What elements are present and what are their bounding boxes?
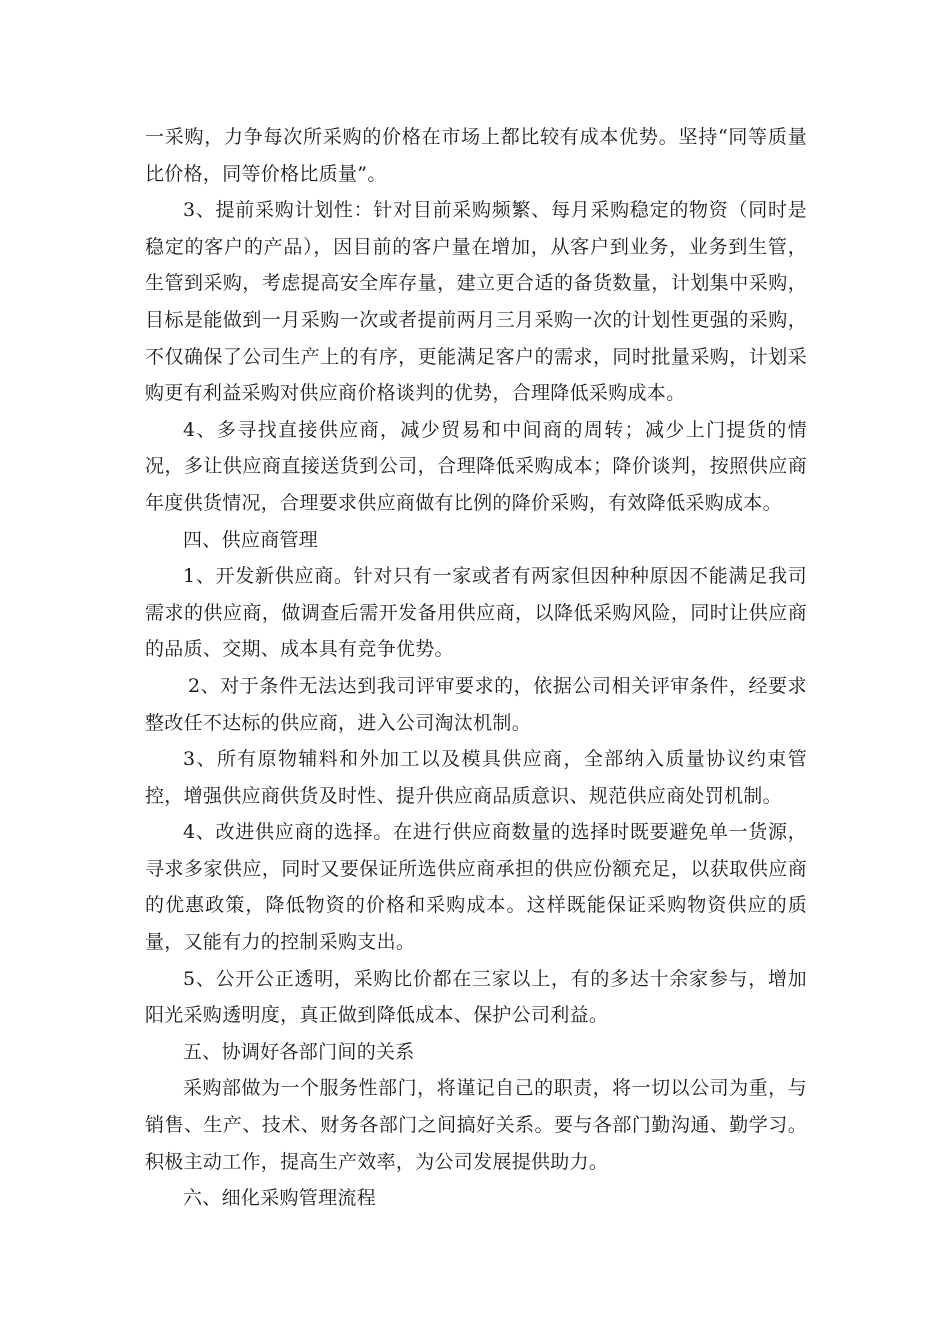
paragraph-service-department: 采购部做为一个服务性部门，将谨记自己的职责，将一切以公司为重，与销售、生产、技术、财务各部门之间搞好关系。要与各部门勤沟通、勤学习。积极主动工作，提高生产效率，为公司发展提供助力。 [145,1077,807,1173]
section-heading-supplier-management: 四、供应商管理 [183,528,319,551]
paragraph-transparency: 5、公开公正透明，采购比价都在三家以上，有的多达十余家参与，增加阳光采购透明度，真正做到降低成本、保护公司利益。 [145,967,807,1027]
paragraph-continuation: 一采购，力争每次所采购的价格在市场上都比较有成本优势。坚持“同等质量比价格，同等价格比质量”。 [145,126,807,185]
paragraph-new-suppliers: 1、开发新供应商。针对只有一家或者有两家但因种种原因不能满足我司需求的供应商，做调查后需开发备用供应商，以降低采购风险，同时让供应商的品质、交期、成本具有竞争优势。 [145,565,807,661]
document-page [145,119,807,1217]
paragraph-elimination-mechanism: 2、对于条件无法达到我司评审要求的，依据公司相关评审条件，经要求整改任不达标的供应商，进入公司淘汰机制。 [145,674,807,734]
paragraph-quality-agreement: 3、所有原物辅料和外加工以及模具供应商，全部纳入质量协议约束管控，增强供应商供货及时性、提升供应商品质意识、规范供应商处罚机制。 [145,748,807,807]
section-heading-department-relations: 五、协调好各部门间的关系 [183,1040,415,1063]
paragraph-supplier-selection: 4、改进供应商的选择。在进行供应商数量的选择时既要避免单一货源，寻求多家供应，同时又要保证所选供应商承担的供应份额充足，以获取供应商的优惠政策，降低物资的价格和采购成本。这样既能保证采购物资供应的质量，又能有力的控制采购支出。 [145,821,807,954]
paragraph-advance-planning: 3、提前采购计划性：针对目前采购频繁、每月采购稳定的物资（同时是稳定的客户的产品），因目前的客户量在增加，从客户到业务，业务到生管，生管到采购，考虑提高安全库存量，建立更合适的备货数量，计划集中采购，目标是能做到一月采购一次或者提前两月三月采购一次的计划性更强的采购，不仅确保了公司生产上的有序，更能满足客户的需求，同时批量采购，计划采购更有利益采购对供应商价格谈判的优势，合理降低采购成本。 [145,199,807,405]
section-heading-procurement-process: 六、细化采购管理流程 [183,1187,377,1210]
paragraph-direct-suppliers: 4、多寻找直接供应商，减少贸易和中间商的周转；减少上门提货的情况，多让供应商直接送货到公司，合理降低采购成本；降价谈判，按照供应商年度供货情况，合理要求供应商做有比例的降价采购，有效降低采购成本。 [145,418,807,514]
